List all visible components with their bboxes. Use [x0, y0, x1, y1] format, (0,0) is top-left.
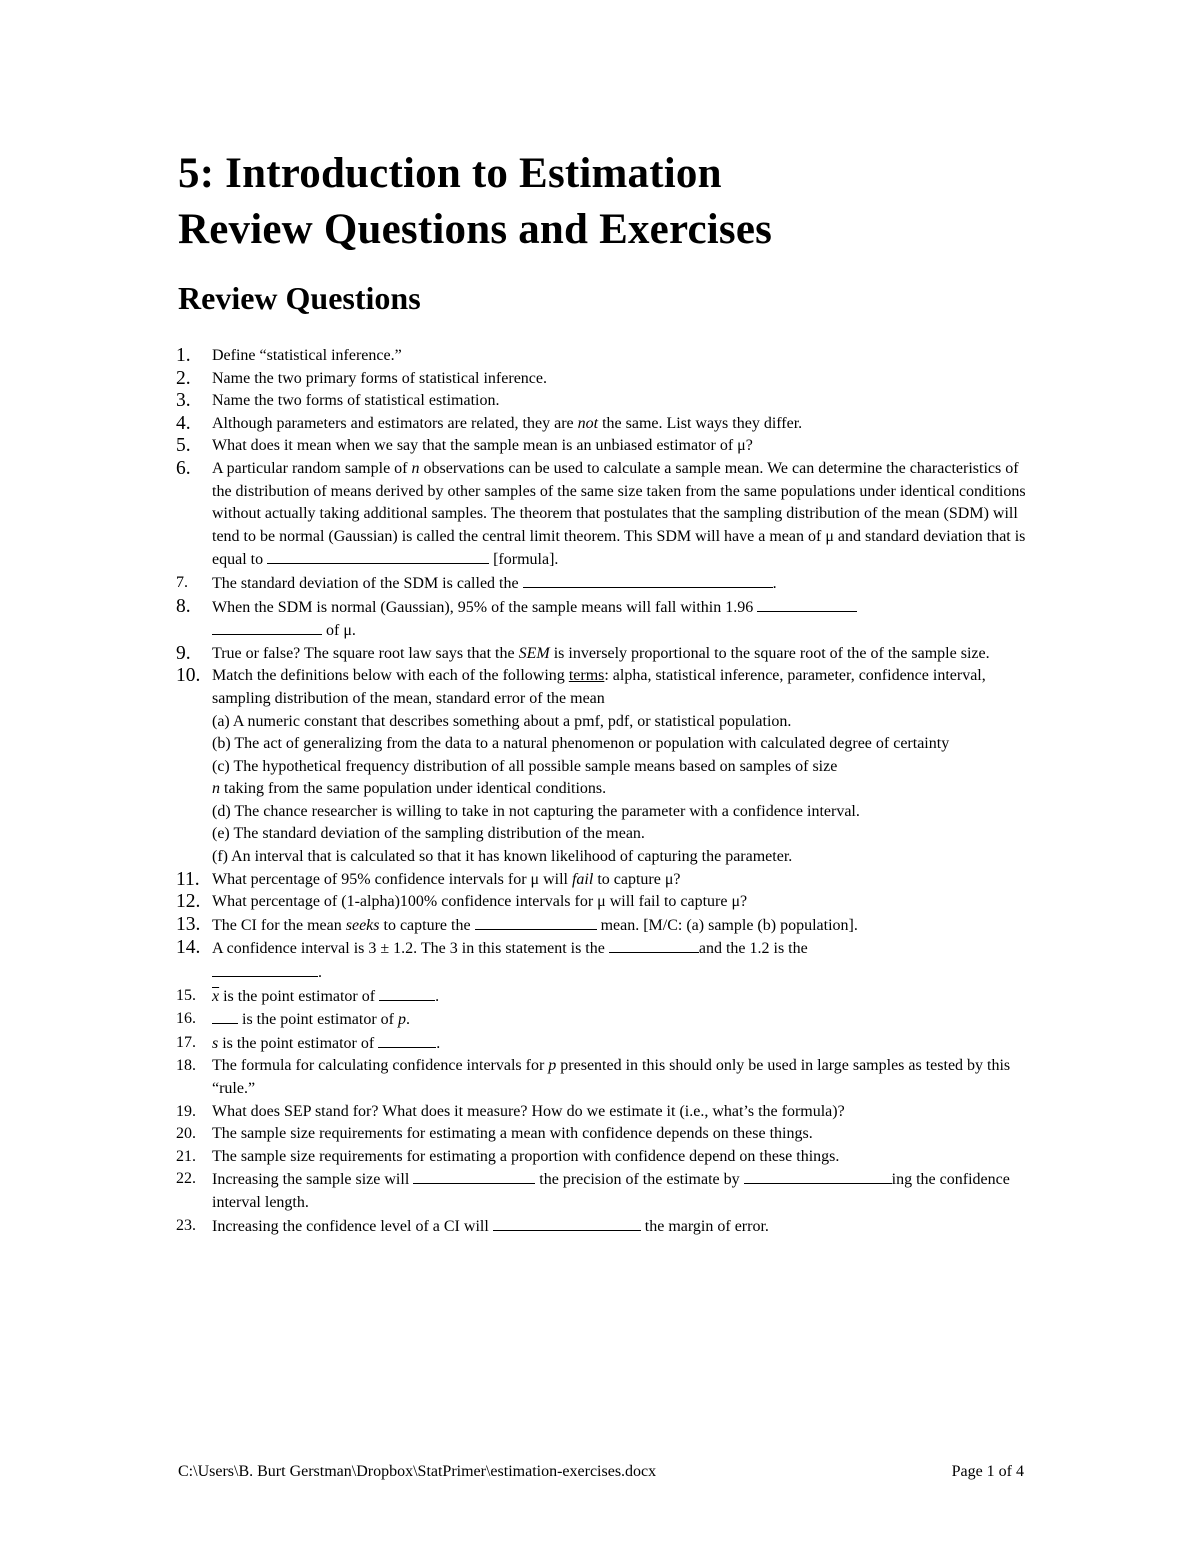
definition-c-continued: taking from the same population under identical conditions. — [220, 780, 607, 798]
emphasis: SEM — [518, 644, 550, 662]
question-text: The sample size requirements for estimating a mean with confidence depends on these things. — [212, 1125, 813, 1143]
question-number: 7. — [176, 573, 188, 591]
question-22 — [176, 1168, 1036, 1214]
text-run: . — [405, 1011, 410, 1029]
text-run: The standard deviation of the SDM is called the — [212, 574, 523, 592]
title-line-1: 5: Introduction to Estimation — [178, 150, 722, 197]
document-title — [178, 146, 772, 258]
question-6 — [176, 458, 1036, 572]
question-17 — [176, 1032, 1036, 1056]
question-number: 9. — [176, 642, 191, 664]
question-text: What percentage of (1-alpha)100% confidence intervals for μ will fail to capture μ? — [212, 893, 748, 911]
question-4 — [176, 413, 1036, 436]
definition-f: (f) An interval that is calculated so that it has known likelihood of capturing the parameter. — [212, 848, 793, 866]
definition-a: (a) A numeric constant that describes something about a pmf, pdf, or statistical population. — [212, 712, 792, 730]
question-text — [212, 914, 1036, 938]
answer-blank[interactable] — [493, 1215, 641, 1231]
answer-blank[interactable] — [379, 985, 435, 1001]
question-number: 15. — [176, 986, 196, 1004]
text-run: presented in this should only be used in large samples as tested by this “rule.” — [212, 1057, 1011, 1097]
question-number: 14. — [176, 937, 201, 959]
question-9 — [176, 643, 1036, 666]
text-run: and the 1.2 is the — [698, 940, 808, 958]
question-number: 6. — [176, 457, 191, 479]
text-run: observations can be used to calculate a sample mean. We can determine the characteristics of the distribution of means derived by other samples of the same size taken from the same populations under identical conditions without actually taking additional samples. The theorem that postulates that the sampling distribution of the mean (SDM) will tend to be normal (Gaussian) is called the central limit theorem. This SDM will have a mean of μ and standard deviation that is equal to — [212, 459, 1026, 569]
question-number: 13. — [176, 913, 201, 935]
question-text — [212, 572, 1036, 596]
question-text — [212, 937, 1036, 984]
definition-c: (c) The hypothetical frequency distribution of all possible sample means based on samples of size — [212, 757, 838, 775]
question-text: What does it mean when we say that the sample mean is an unbiased estimator of μ? — [212, 437, 753, 455]
question-text: Name the two forms of statistical estimation. — [212, 392, 500, 410]
title-line-2: Review Questions and Exercises — [178, 206, 773, 253]
answer-blank[interactable] — [212, 1008, 238, 1024]
question-8 — [176, 596, 1036, 643]
text-run: is the point estimator of — [238, 1011, 398, 1029]
question-12 — [176, 891, 1036, 914]
text-run: [formula]. — [489, 551, 559, 569]
answer-blank[interactable] — [757, 596, 857, 612]
text-run: When the SDM is normal (Gaussian), 95% of the sample means will fall within 1.96 — [212, 598, 758, 616]
text-run: to capture μ? — [593, 870, 681, 888]
question-text — [212, 1215, 1036, 1239]
question-1 — [176, 345, 1036, 368]
question-20 — [176, 1123, 1036, 1146]
question-text — [212, 643, 1036, 666]
emphasis: p — [548, 1057, 557, 1075]
question-11 — [176, 869, 1036, 892]
question-19 — [176, 1101, 1036, 1124]
text-run: : alpha, statistical inference, parameter, confidence interval, sampling distribution of the mean, standard error of the mean — [212, 667, 986, 707]
text-run: the margin of error. — [640, 1217, 769, 1235]
text-run: Increasing the sample size will — [212, 1171, 414, 1189]
answer-blank[interactable] — [523, 572, 773, 588]
answer-blank[interactable] — [475, 914, 597, 930]
text-run: mean. [M/C: (a) sample (b) population]. — [596, 916, 858, 934]
question-number: 22. — [176, 1170, 196, 1188]
question-number: 17. — [176, 1033, 196, 1051]
text-run: ing the confidence interval length. — [212, 1171, 1010, 1211]
question-2 — [176, 368, 1036, 391]
question-text — [212, 665, 1036, 868]
page-footer — [178, 1463, 1024, 1481]
question-13 — [176, 914, 1036, 938]
question-text — [212, 596, 1036, 643]
question-5 — [176, 435, 1036, 458]
question-14 — [176, 937, 1036, 984]
question-number: 4. — [176, 412, 191, 434]
text-run: . — [436, 1034, 441, 1052]
text-run: A confidence interval is 3 ± 1.2. The 3 in this statement is the — [212, 940, 609, 958]
definition-d: (d) The chance researcher is willing to take in not capturing the parameter with a confidence interval. — [212, 802, 860, 820]
question-number: 18. — [176, 1057, 196, 1075]
question-text — [212, 458, 1036, 572]
footer-file-path: C:\Users\B. Burt Gerstman\Dropbox\StatPrimer\estimation-exercises.docx — [178, 1463, 657, 1480]
question-number: 3. — [176, 390, 191, 412]
question-21 — [176, 1146, 1036, 1169]
question-number: 21. — [176, 1147, 196, 1165]
footer-page-number: Page 1 of 4 — [951, 1463, 1024, 1480]
text-run: The formula for calculating confidence intervals for — [212, 1057, 549, 1075]
question-16 — [176, 1008, 1036, 1032]
question-text — [212, 1008, 1036, 1032]
emphasis: p — [397, 1011, 406, 1029]
text-run: Increasing the confidence level of a CI will — [212, 1217, 493, 1235]
answer-blank[interactable] — [267, 548, 489, 564]
answer-blank[interactable] — [413, 1168, 535, 1184]
question-number: 1. — [176, 345, 191, 366]
question-10 — [176, 665, 1036, 868]
question-text — [212, 1168, 1036, 1214]
emphasis: fail — [571, 870, 594, 888]
question-number: 12. — [176, 891, 201, 913]
text-run: The CI for the mean — [212, 916, 346, 934]
text-run: Match the definitions below with each of the following — [212, 667, 569, 685]
section-heading: Review Questions — [178, 280, 421, 316]
text-run: is the point estimator of — [219, 987, 380, 1005]
text-run: the precision of the estimate by — [535, 1171, 744, 1189]
text-run: A particular random sample of — [212, 459, 412, 477]
text-run: Although parameters and estimators are related, they are — [212, 414, 578, 432]
answer-blank[interactable] — [212, 961, 318, 977]
x-bar-symbol: $\overline{x}$ — [212, 987, 220, 1005]
question-number: 16. — [176, 1010, 196, 1028]
question-number: 5. — [176, 435, 191, 457]
text-run: to capture the — [379, 916, 475, 934]
text-run: True or false? The square root law says that the — [212, 644, 519, 662]
underlined-word: terms — [568, 667, 605, 685]
emphasis: s — [212, 1034, 219, 1052]
question-text: What does SEP stand for? What does it measure? How do we estimate it (i.e., what’s the formula)? — [212, 1102, 845, 1120]
emphasis: n — [411, 459, 420, 477]
question-number: 11. — [176, 868, 200, 890]
question-7 — [176, 572, 1036, 596]
question-list — [176, 345, 1036, 1238]
question-text — [212, 413, 1036, 436]
text-run: of μ. — [322, 622, 356, 640]
definition-b: (b) The act of generalizing from the data to a natural phenomenon or population with calculated degree of certainty — [212, 735, 950, 753]
text-run: . — [435, 987, 440, 1005]
question-23 — [176, 1215, 1036, 1239]
answer-blank[interactable] — [609, 937, 699, 953]
text-run: the same. List ways they differ. — [598, 414, 803, 432]
question-number: 10. — [176, 665, 201, 687]
answer-blank[interactable] — [378, 1032, 436, 1048]
question-number: 19. — [176, 1102, 196, 1120]
definition-e: (e) The standard deviation of the sampling distribution of the mean. — [212, 825, 645, 843]
question-text: Name the two primary forms of statistical inference. — [212, 369, 547, 387]
question-text: The sample size requirements for estimating a proportion with confidence depend on these things. — [212, 1147, 840, 1165]
question-text — [212, 985, 1036, 1009]
text-run: is inversely proportional to the square root of the of the sample size. — [549, 644, 990, 662]
text-run: . — [318, 964, 322, 982]
answer-blank[interactable] — [212, 619, 322, 635]
question-number: 8. — [176, 595, 191, 617]
emphasis: not — [577, 414, 599, 432]
question-3 — [176, 390, 1036, 413]
question-number: 2. — [176, 367, 191, 389]
question-text — [212, 869, 1036, 892]
question-18 — [176, 1055, 1036, 1100]
question-number: 20. — [176, 1125, 196, 1143]
question-text — [212, 1032, 1036, 1056]
question-15 — [176, 985, 1036, 1009]
text-run: . — [772, 574, 777, 592]
answer-blank[interactable] — [744, 1168, 892, 1184]
text-run: What percentage of 95% confidence intervals for μ will — [212, 870, 572, 888]
question-number: 23. — [176, 1216, 196, 1234]
question-text: Define “statistical inference.” — [212, 347, 402, 364]
text-run: is the point estimator of — [218, 1034, 379, 1052]
emphasis: n — [212, 780, 220, 798]
question-text — [212, 1055, 1036, 1100]
emphasis: seeks — [345, 916, 380, 934]
